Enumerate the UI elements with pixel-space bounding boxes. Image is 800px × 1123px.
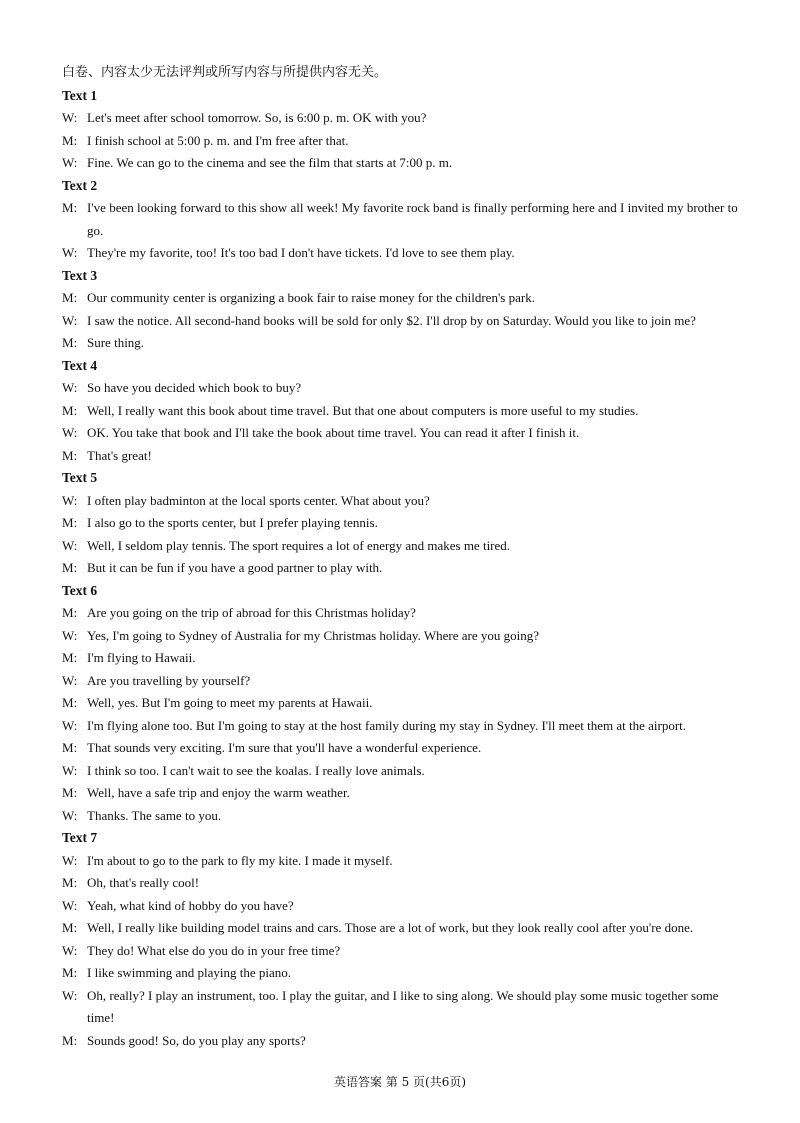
speaker-separator: :: [73, 402, 78, 418]
speaker-label: [62, 130, 87, 153]
speaker-label: [62, 197, 87, 220]
speaker-separator: :: [73, 245, 78, 260]
speaker-separator: :: [73, 650, 78, 665]
line-text: But it can be fun if you have a good partner to play with.: [87, 560, 383, 575]
speaker-separator: :: [73, 762, 78, 778]
line-text: Yes, I'm going to Sydney of Australia for my Christmas holiday. Where are you going?: [87, 627, 539, 643]
speaker-label: [62, 557, 87, 580]
speaker-separator: :: [73, 807, 78, 823]
speaker-initial: W: [62, 987, 74, 1003]
speaker-label: [62, 287, 87, 310]
dialogue-line: [62, 670, 742, 693]
dialogue-line: [62, 692, 742, 715]
speaker-initial: W: [62, 380, 74, 395]
speaker-separator: :: [73, 897, 78, 913]
dialogue-line: [62, 872, 742, 895]
speaker-label: [62, 850, 87, 873]
dialogue-line: [62, 962, 742, 985]
answer-page: [62, 62, 742, 1052]
dialogue-line: [62, 310, 742, 333]
line-text: OK. You take that book and I'll take the book about time travel. You can read it after I finish it.: [87, 425, 580, 440]
line-text: Our community center is organizing a book fair to raise money for the children's park.: [87, 290, 535, 305]
speaker-initial: M: [62, 695, 74, 710]
speaker-separator: :: [73, 425, 78, 440]
section-title: Text 5: [62, 470, 98, 485]
speaker-label: [62, 400, 87, 423]
line-text: Thanks. The same to you.: [87, 807, 222, 823]
speaker-initial: W: [62, 425, 74, 440]
section-title: Text 4: [62, 357, 98, 373]
line-text: I finish school at 5:00 p. m. and I'm free after that.: [87, 132, 349, 148]
line-text: I like swimming and playing the piano.: [87, 965, 291, 980]
intro-note: 白卷、内容太少无法评判或所写内容与所提供内容无关。: [62, 65, 388, 80]
line-text: I've been looking forward to this show all week! My favorite rock band is finally performing here and I invited my brother to go.: [87, 200, 738, 238]
line-text: I also go to the sports center, but I prefer playing tennis.: [87, 515, 378, 530]
line-text: I think so too. I can't wait to see the koalas. I really love animals.: [87, 762, 425, 778]
line-text: Well, I seldom play tennis. The sport requires a lot of energy and makes me tired.: [87, 537, 511, 553]
speaker-separator: :: [73, 965, 78, 980]
line-text: Are you travelling by yourself?: [87, 672, 251, 688]
speaker-label: [62, 962, 87, 985]
speaker-separator: :: [73, 447, 78, 463]
speaker-label: [62, 760, 87, 783]
speaker-initial: W: [62, 155, 74, 170]
section-title: Text 1: [62, 87, 98, 103]
speaker-initial: M: [62, 740, 74, 755]
speaker-label: [62, 422, 87, 445]
speaker-separator: :: [73, 335, 78, 350]
line-text: So have you decided which book to buy?: [87, 380, 302, 395]
speaker-initial: W: [62, 245, 74, 260]
speaker-separator: :: [73, 515, 78, 530]
speaker-label: [62, 917, 87, 940]
speaker-separator: :: [73, 852, 78, 868]
speaker-label: [62, 152, 87, 175]
dialogue-line: [62, 512, 742, 535]
speaker-label: [62, 872, 87, 895]
dialogue-line: [62, 1030, 742, 1053]
speaker-label: [62, 670, 87, 693]
section-title: Text 6: [62, 582, 98, 598]
line-text: Yeah, what kind of hobby do you have?: [87, 897, 294, 913]
speaker-label: [62, 692, 87, 715]
speaker-separator: :: [73, 627, 78, 643]
speaker-initial: W: [62, 717, 74, 733]
line-text: Sounds good! So, do you play any sports?: [87, 1032, 306, 1048]
speaker-label: [62, 332, 87, 355]
speaker-initial: W: [62, 852, 74, 868]
dialogue-line: [62, 377, 742, 400]
line-text: Well, I really want this book about time travel. But that one about computers is more useful to my studies.: [87, 402, 639, 418]
dialogue-line: [62, 625, 742, 648]
dialogue-line: [62, 400, 742, 423]
line-text: Oh, that's really cool!: [87, 875, 200, 890]
line-text: I'm about to go to the park to fly my kite. I made it myself.: [87, 852, 393, 868]
dialogue-line: [62, 782, 742, 805]
section-title: Text 3: [62, 267, 98, 283]
speaker-initial: M: [62, 290, 74, 305]
line-text: Well, have a safe trip and enjoy the warm weather.: [87, 785, 350, 800]
dialogue-line: [62, 895, 742, 918]
line-text: Well, yes. But I'm going to meet my parents at Hawaii.: [87, 695, 373, 710]
line-text: That's great!: [87, 447, 152, 463]
speaker-label: [62, 377, 87, 400]
speaker-initial: W: [62, 492, 74, 508]
dialogue-line: [62, 422, 742, 445]
line-text: I'm flying alone too. But I'm going to stay at the host family during my stay in Sydney. I'll meet them at the airport.: [87, 717, 687, 733]
line-text: Let's meet after school tomorrow. So, is 6:00 p. m. OK with you?: [87, 110, 427, 125]
line-text: I saw the notice. All second-hand books will be sold for only $2. I'll drop by on Saturday. Would you like to join me?: [87, 312, 696, 328]
speaker-label: [62, 310, 87, 333]
dialogue-line: [62, 557, 742, 580]
speaker-initial: W: [62, 537, 74, 553]
dialogue-line: [62, 760, 742, 783]
speaker-label: [62, 647, 87, 670]
dialogue-line: [62, 445, 742, 468]
speaker-label: [62, 715, 87, 738]
section-title: Text 2: [62, 177, 98, 193]
line-text: Sure thing.: [87, 335, 145, 350]
speaker-label: [62, 782, 87, 805]
speaker-initial: M: [62, 965, 74, 980]
dialogue-line: [62, 197, 742, 242]
speaker-separator: :: [73, 110, 78, 125]
speaker-label: [62, 1030, 87, 1053]
speaker-separator: :: [73, 1032, 78, 1048]
speaker-initial: M: [62, 200, 74, 215]
speaker-initial: W: [62, 807, 74, 823]
line-text: Fine. We can go to the cinema and see the film that starts at 7:00 p. m.: [87, 155, 453, 170]
dialogue-line: [62, 152, 742, 175]
speaker-label: [62, 445, 87, 468]
speaker-label: [62, 512, 87, 535]
speaker-separator: :: [73, 380, 78, 395]
speaker-separator: :: [73, 672, 78, 688]
speaker-separator: :: [73, 155, 78, 170]
dialogue-line: [62, 535, 742, 558]
speaker-separator: :: [73, 132, 78, 148]
speaker-separator: :: [73, 605, 78, 620]
line-text: Are you going on the trip of abroad for this Christmas holiday?: [87, 605, 416, 620]
dialogue-line: [62, 940, 742, 963]
dialogue-line: [62, 107, 742, 130]
speaker-initial: W: [62, 627, 74, 643]
speaker-initial: W: [62, 110, 74, 125]
transcript-sections: [62, 85, 742, 1053]
speaker-separator: :: [73, 740, 78, 755]
dialogue-line: [62, 332, 742, 355]
speaker-initial: M: [62, 132, 74, 148]
speaker-label: [62, 242, 87, 265]
speaker-initial: M: [62, 875, 74, 890]
speaker-label: [62, 602, 87, 625]
speaker-initial: M: [62, 402, 74, 418]
line-text: They're my favorite, too! It's too bad I don't have tickets. I'd love to see them play.: [87, 245, 515, 260]
page-footer: 英语答案 第 5 页(共6页): [333, 1075, 467, 1089]
speaker-initial: M: [62, 920, 74, 935]
dialogue-line: [62, 490, 742, 513]
speaker-separator: :: [73, 537, 78, 553]
speaker-initial: M: [62, 515, 74, 530]
speaker-label: [62, 490, 87, 513]
speaker-initial: W: [62, 942, 74, 958]
speaker-initial: W: [62, 672, 74, 688]
dialogue-line: [62, 287, 742, 310]
dialogue-line: [62, 737, 742, 760]
dialogue-line: [62, 850, 742, 873]
dialogue-line: [62, 647, 742, 670]
line-text: Oh, really? I play an instrument, too. I play the guitar, and I like to sing along. We should play some music together some time!: [87, 987, 719, 1025]
speaker-separator: :: [73, 290, 78, 305]
speaker-separator: :: [73, 987, 78, 1003]
dialogue-line: [62, 805, 742, 828]
speaker-separator: :: [73, 920, 78, 935]
speaker-initial: M: [62, 650, 74, 665]
line-text: That sounds very exciting. I'm sure that you'll have a wonderful experience.: [87, 740, 482, 755]
speaker-separator: :: [73, 942, 78, 958]
dialogue-line: [62, 242, 742, 265]
speaker-separator: :: [73, 492, 78, 508]
dialogue-line: [62, 985, 742, 1030]
speaker-initial: M: [62, 605, 74, 620]
line-text: They do! What else do you do in your free time?: [87, 942, 341, 958]
speaker-label: [62, 107, 87, 130]
speaker-label: [62, 535, 87, 558]
speaker-label: [62, 940, 87, 963]
dialogue-line: [62, 602, 742, 625]
speaker-separator: :: [73, 717, 78, 733]
speaker-label: [62, 737, 87, 760]
speaker-separator: :: [73, 560, 78, 575]
speaker-initial: W: [62, 897, 74, 913]
line-text: I'm flying to Hawaii.: [87, 650, 196, 665]
speaker-separator: :: [73, 875, 78, 890]
speaker-initial: M: [62, 447, 74, 463]
speaker-label: [62, 625, 87, 648]
speaker-initial: M: [62, 785, 74, 800]
speaker-initial: M: [62, 560, 74, 575]
speaker-initial: M: [62, 335, 74, 350]
dialogue-line: [62, 715, 742, 738]
dialogue-line: [62, 917, 742, 940]
speaker-label: [62, 895, 87, 918]
speaker-separator: :: [73, 312, 78, 328]
speaker-separator: :: [73, 695, 78, 710]
speaker-initial: M: [62, 1032, 74, 1048]
speaker-initial: W: [62, 762, 74, 778]
speaker-separator: :: [73, 785, 78, 800]
speaker-separator: :: [73, 200, 78, 215]
dialogue-line: [62, 130, 742, 153]
line-text: Well, I really like building model trains and cars. Those are a lot of work, but they look really cool after you're done.: [87, 920, 694, 935]
line-text: I often play badminton at the local sports center. What about you?: [87, 492, 430, 508]
speaker-label: [62, 805, 87, 828]
section-title: Text 7: [62, 830, 98, 845]
speaker-initial: W: [62, 312, 74, 328]
speaker-label: [62, 985, 87, 1008]
